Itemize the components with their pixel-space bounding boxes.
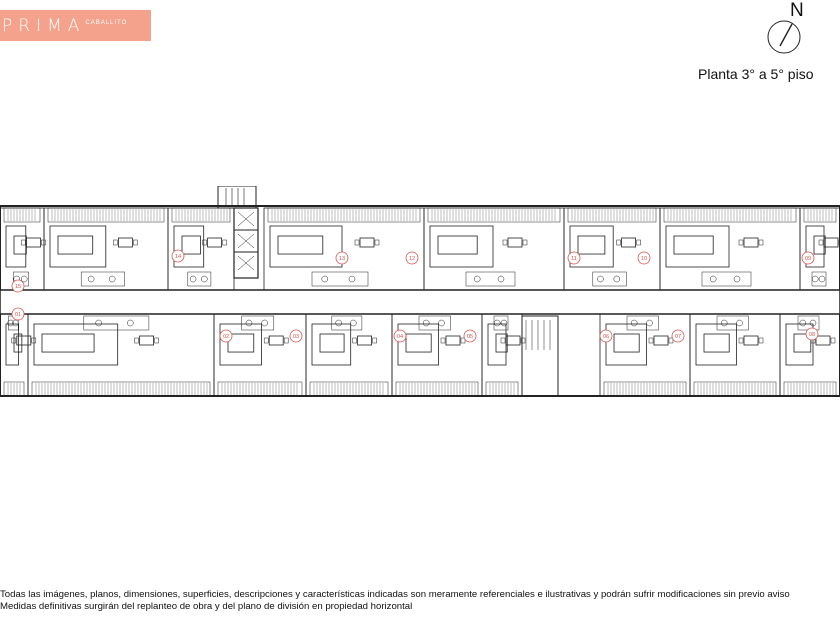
unit-number bbox=[290, 330, 302, 342]
disclaimer-line-2: Medidas definitivas surgirán del replanteo de obra y del plano de división en propiedad horizontal bbox=[0, 601, 413, 612]
svg-text:06: 06 bbox=[602, 334, 610, 340]
unit-number bbox=[638, 252, 650, 264]
apartment-unit bbox=[44, 208, 168, 290]
svg-text:07: 07 bbox=[674, 334, 682, 340]
unit-number bbox=[802, 252, 814, 264]
apartment-unit bbox=[28, 314, 214, 396]
apartment-unit bbox=[264, 208, 424, 290]
svg-text:09: 09 bbox=[804, 256, 812, 262]
apartment-unit bbox=[600, 314, 690, 396]
disclaimer-line-1: Todas las imágenes, planos, dimensiones, superficies, descripciones y características indicadas son meramente referenciales e ilustrativas y podrán sufrir modificaciones sin previo aviso bbox=[0, 589, 790, 600]
apartment-unit bbox=[780, 314, 840, 396]
floor-title: Planta 3° a 5° piso bbox=[698, 66, 814, 82]
unit-number bbox=[220, 330, 232, 342]
apartment-unit bbox=[800, 208, 840, 290]
apartment-unit bbox=[564, 208, 660, 290]
apartment-unit bbox=[660, 208, 800, 290]
apartment-unit bbox=[168, 208, 234, 290]
svg-text:13: 13 bbox=[338, 256, 346, 262]
north-label: N bbox=[790, 0, 804, 21]
brand-subname: CABALLITO bbox=[85, 19, 128, 26]
apartment-unit bbox=[0, 208, 45, 290]
apartment-unit bbox=[690, 314, 780, 396]
svg-text:05: 05 bbox=[466, 334, 474, 340]
apartment-unit bbox=[214, 314, 306, 396]
apartment-unit bbox=[306, 314, 392, 396]
svg-text:02: 02 bbox=[222, 334, 230, 340]
unit-number bbox=[464, 330, 476, 342]
disclaimer bbox=[0, 589, 840, 613]
svg-text:08: 08 bbox=[808, 332, 816, 338]
svg-text:01: 01 bbox=[14, 312, 22, 318]
svg-text:14: 14 bbox=[174, 254, 182, 260]
unit-number bbox=[172, 250, 184, 262]
unit-number bbox=[600, 330, 612, 342]
floor-plan bbox=[0, 186, 840, 416]
apartment-unit bbox=[0, 314, 36, 396]
svg-text:12: 12 bbox=[408, 256, 416, 262]
svg-text:10: 10 bbox=[640, 256, 648, 262]
apartment-unit bbox=[482, 314, 525, 396]
unit-number bbox=[336, 252, 348, 264]
unit-number bbox=[406, 252, 418, 264]
svg-text:11: 11 bbox=[571, 256, 577, 262]
brand-name: PRIMA bbox=[2, 15, 86, 36]
unit-number bbox=[12, 308, 24, 320]
unit-number bbox=[672, 330, 684, 342]
unit-number bbox=[12, 280, 24, 292]
apartment-unit bbox=[424, 208, 564, 290]
brand-logo bbox=[0, 10, 151, 41]
unit-number bbox=[394, 330, 406, 342]
svg-text:04: 04 bbox=[396, 334, 404, 340]
svg-text:03: 03 bbox=[292, 334, 300, 340]
apartment-unit bbox=[392, 314, 482, 396]
unit-number bbox=[568, 252, 580, 264]
unit-number bbox=[806, 328, 818, 340]
svg-text:15: 15 bbox=[14, 284, 22, 290]
